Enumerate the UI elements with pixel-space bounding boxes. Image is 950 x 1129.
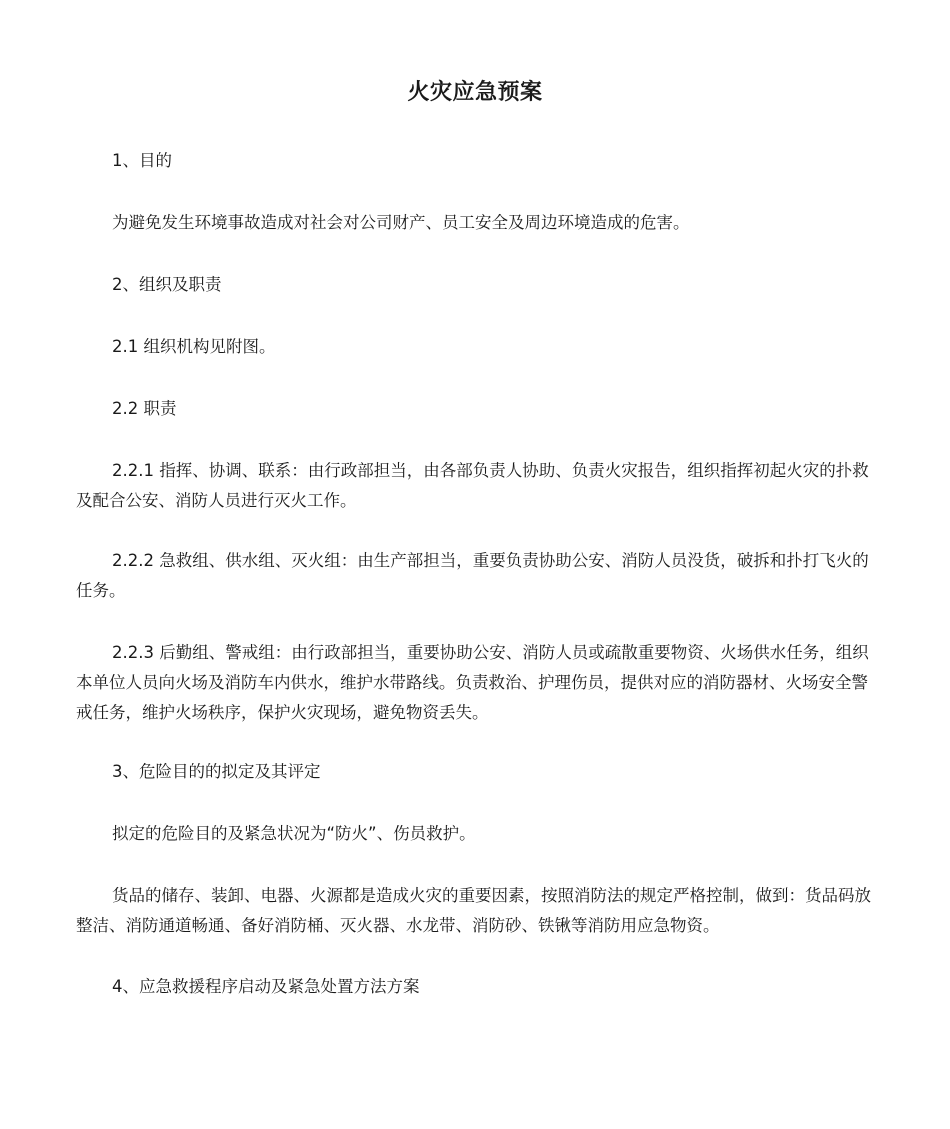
- hazard-target-paragraph: 拟定的危险目的及紧急状况为“防火”、伤员救护。: [112, 824, 476, 843]
- section-2-2-1-paragraph: 2.2.1 指挥、协调、联系：由行政部担当，由各部负责人协助、负责火灾报告，组织指挥初起火灾的扑救及配合公安、消防人员进行灭火工作。: [76, 461, 869, 510]
- section-3-heading: 3、危险目的的拟定及其评定: [112, 762, 321, 781]
- fire-factors-paragraph: 货品的储存、装卸、电器、火源都是造成火灾的重要因素，按照消防法的规定严格控制，做到：货品码放整洁、消防通道畅通、备好消防桶、灭火器、水龙带、消防砂、铁锹等消防用应急物资。: [76, 886, 871, 935]
- section-2-heading: 2、组织及职责: [112, 275, 222, 294]
- section-2-2-heading: 2.2 职责: [112, 399, 177, 418]
- document-title: 火灾应急预案: [407, 80, 543, 105]
- section-2-1-paragraph: 2.1 组织机构见附图。: [112, 337, 276, 356]
- purpose-paragraph: 为避免发生环境事故造成对社会对公司财产、员工安全及周边环境造成的危害。: [112, 213, 690, 232]
- section-2-2-3-paragraph: 2.2.3 后勤组、警戒组：由行政部担当，重要协助公安、消防人员或疏散重要物资、火场供水任务，组织本单位人员向火场及消防车内供水，维护水带路线。负责救治、护理伤员，提供对应的消防器材、火场安全警戒任务，维护火场秩序，保护火灾现场，避免物资丢失。: [76, 643, 869, 722]
- section-2-2-2-paragraph: 2.2.2 急救组、供水组、灭火组：由生产部担当，重要负责协助公安、消防人员没货，破拆和扑打飞火的任务。: [76, 551, 869, 600]
- section-1-heading: 1、目的: [112, 151, 172, 170]
- section-4-heading: 4、应急救援程序启动及紧急处置方法方案: [112, 977, 420, 996]
